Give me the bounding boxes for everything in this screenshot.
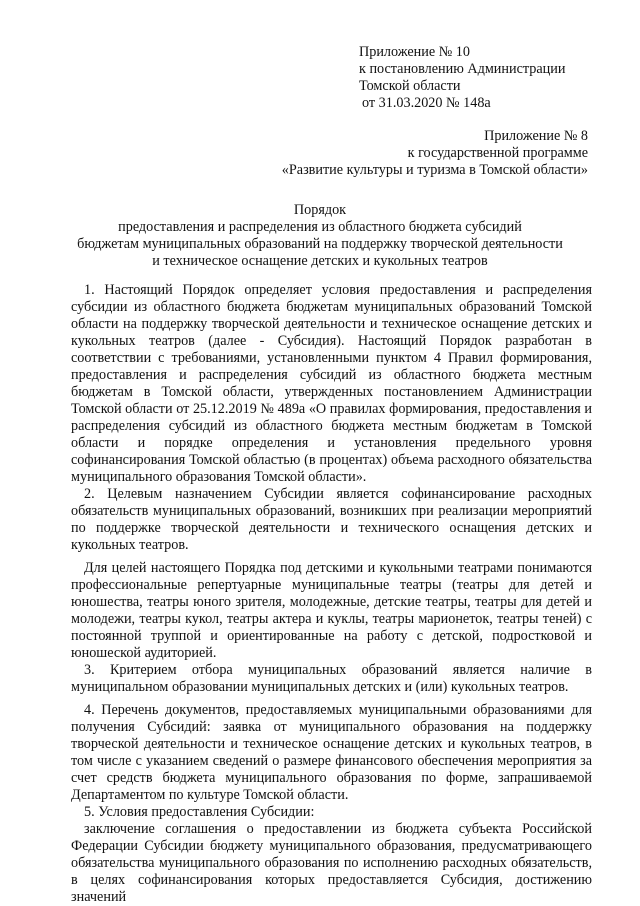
title-line-1: Порядок	[293, 202, 347, 218]
appendix-10-date: от 31.03.2020 № 148а	[362, 95, 491, 111]
paragraph-1: 1. Настоящий Порядок определяет условия предоставления и распределения субсидии из областного бюджета бюджетам муниципальных образований Томской области на поддержку творческой деятельности и техническое оснащение детских и кукольных театров (далее - Субсидия). Настоящий Порядок разработан в соответствии с требованиями, установленными пунктом 4 Правил формирования, предоставления и распределения субсидий из областного бюджета местным бюджетам в Томской области, утвержденных постановлением Администрации Томской области от 25.12.2019 № 489а «О правилах формирования, предоставления и распределения субсидий из областного бюджета местным бюджетам в Томской области и порядке определения и установления предельного уровня софинансирования Томской областью (в процентах) объема расходного обязательства муниципального образования Томской области».	[71, 282, 592, 485]
appendix-10-resolution: к постановлению Администрации	[359, 61, 566, 77]
appendix-10-region: Томской области	[359, 78, 461, 94]
appendix-10-header	[359, 44, 565, 112]
paragraph-2: 2. Целевым назначением Субсидии является софинансирование расходных обязательств муниципальных образований, возникших при реализации мероприятий по поддержке творческой деятельности и технического оснащения детских и кукольных театров.	[71, 486, 592, 553]
appendix-8-header	[282, 128, 588, 179]
appendix-8-number: Приложение № 8	[484, 128, 588, 144]
title-line-4: и техническое оснащение детских и кукольных театров	[152, 253, 488, 269]
document-body	[71, 282, 592, 906]
paragraph-2-definition: Для целей настоящего Порядка под детскими и кукольными театрами понимаются профессиональные репертуарные муниципальные театры (театры для детей и юношества, театры юного зрителя, молодежные, детские театры, театры для детей и молодежи, театры кукол, театры актера и куклы, театры марионеток, театры теней) с постоянной труппой и ориентированные на работу с детской, подростковой и юношеской аудиторией.	[71, 560, 592, 661]
document-title	[0, 202, 640, 270]
paragraph-3: 3. Критерием отбора муниципальных образований является наличие в муниципальном образовании муниципальных детских и (или) кукольных театров.	[71, 662, 592, 695]
title-line-3: бюджетам муниципальных образований на поддержку творческой деятельности	[77, 236, 563, 252]
paragraph-5-condition: заключение соглашения о предоставлении из бюджета субъекта Российской Федерации Субсидии бюджету муниципального образования, предусматривающего обязательства муниципального образования по исполнению расходных обязательств, в целях софинансирования которых предоставляется Субсидия, достижению значений	[71, 821, 592, 905]
paragraph-5: 5. Условия предоставления Субсидии:	[84, 804, 315, 820]
appendix-8-program: к государственной программе	[407, 145, 588, 161]
appendix-8-program-name: «Развитие культуры и туризма в Томской области»	[281, 162, 588, 178]
paragraph-4: 4. Перечень документов, предоставляемых муниципальными образованиями для получения Субсидий: заявка от муниципального образования на поддержку творческой деятельности и техническое оснащение детских и кукольных театров, в том числе с указанием сведений о размере финансового обеспечения мероприятия за счет средств бюджета муниципального образования по форме, запрашиваемой Департаментом по культуре Томской области.	[71, 702, 592, 803]
appendix-10-number: Приложение № 10	[359, 44, 470, 60]
title-line-2: предоставления и распределения из областного бюджета субсидий	[118, 219, 522, 235]
